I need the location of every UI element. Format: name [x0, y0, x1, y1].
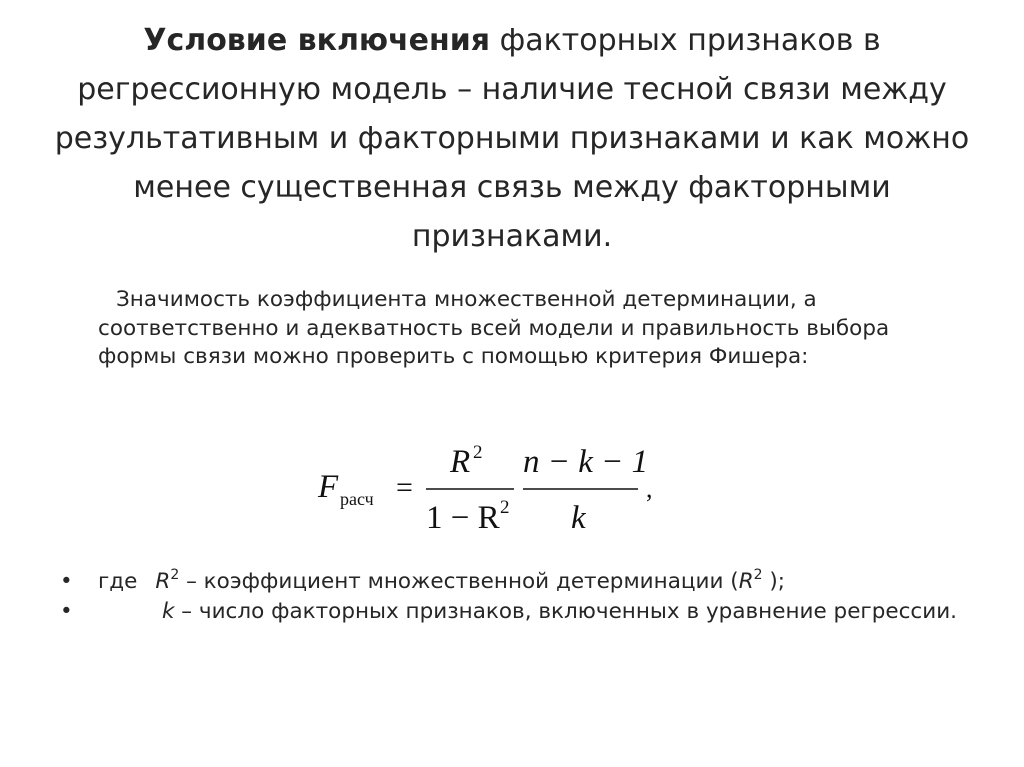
symbol-r-2-exp: 2 [753, 567, 763, 583]
bullet-tail: ); [762, 569, 786, 594]
title-bold: Условие включения [143, 23, 491, 58]
bullet-lead: где [98, 569, 138, 594]
fisher-paragraph [98, 286, 958, 372]
list-item [60, 597, 980, 627]
paragraph-text: Значимость коэффициента множественной детерминации, а соответственно и адекватность всей модели и правильность выбора формы связи можно проверить с помощью критерия Фишера: [98, 287, 890, 369]
slide-title [40, 16, 984, 261]
fisher-formula [316, 440, 676, 540]
title-rest: факторных признаков в регрессионную модель – наличие тесной связи между результативным и факторными признаками и как можно менее существенная связь между факторными признаками. [54, 23, 970, 254]
bullet-text: – число факторных признаков, включенных в уравнение регрессии. [174, 599, 958, 624]
list-item [60, 567, 980, 597]
formula-comma: , [646, 474, 653, 503]
symbol-k: k [162, 599, 175, 624]
formula-numerator-r: R [450, 444, 471, 480]
formula-numerator-2: n − k − 1 [523, 444, 649, 480]
formula-f: F [318, 469, 339, 505]
symbol-r-exp: 2 [170, 567, 180, 583]
formula-denominator-1: 1 − R [426, 500, 500, 536]
formula-equals: = [396, 471, 413, 504]
formula-denominator-1-exp: 2 [500, 497, 510, 518]
formula-svg [316, 440, 676, 540]
symbol-r: R [155, 569, 171, 594]
bullet-text: – коэффициент множественной детерминации ( [179, 569, 739, 594]
formula-f-subscript: расч [340, 489, 374, 509]
bullet-marker: • [60, 599, 73, 624]
formula-numerator-r-exp: 2 [473, 442, 483, 463]
symbol-r-2: R [738, 569, 754, 594]
definitions-list [60, 567, 980, 627]
bullet-marker: • [60, 569, 73, 594]
formula-denominator-2: k [571, 500, 586, 536]
